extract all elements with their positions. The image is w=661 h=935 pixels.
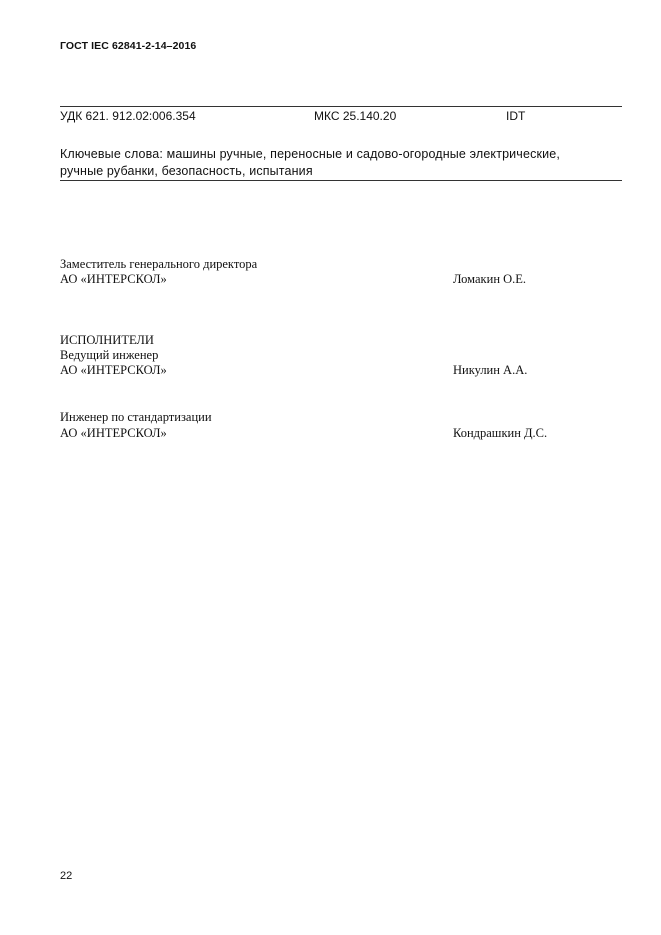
signatory-organization: АО «ИНТЕРСКОЛ» — [60, 426, 167, 440]
top-rule — [60, 106, 622, 107]
standard-designation: ГОСТ IEC 62841-2-14–2016 — [60, 40, 197, 52]
keywords-line-1: Ключевые слова: машины ручные, переносные и садово-огородные электрические, — [60, 147, 560, 161]
udc-code: УДК 621. 912.02:006.354 — [60, 109, 196, 123]
bottom-rule — [60, 180, 622, 181]
ics-code: МКС 25.140.20 — [314, 109, 397, 123]
keywords-block — [60, 146, 620, 180]
signatory-position: Ведущий инженер — [60, 348, 159, 362]
executors-heading: ИСПОЛНИТЕЛИ — [60, 333, 154, 347]
signatory-name: Ломакин О.Е. — [453, 272, 527, 286]
signatory-position: Заместитель генерального директора — [60, 257, 258, 271]
keywords-line-2: ручные рубанки, безопасность, испытания — [60, 164, 313, 178]
signatory-position: Инженер по стандартизации — [60, 410, 212, 424]
page-number: 22 — [60, 870, 73, 882]
equivalence-degree: IDT — [506, 109, 526, 123]
signatory-organization: АО «ИНТЕРСКОЛ» — [60, 272, 167, 286]
signatory-name: Кондрашкин Д.С. — [453, 426, 548, 440]
signatory-organization: АО «ИНТЕРСКОЛ» — [60, 363, 167, 377]
signatory-name: Никулин А.А. — [453, 363, 528, 377]
